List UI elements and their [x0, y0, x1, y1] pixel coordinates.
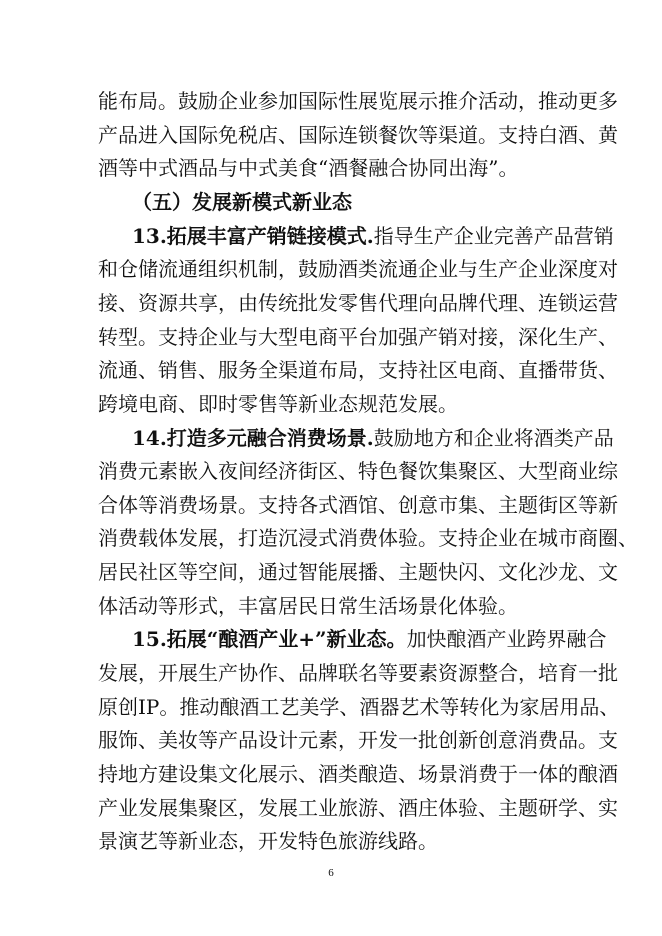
text-line [98, 89, 618, 113]
text-line [98, 560, 618, 585]
text-line [98, 526, 638, 551]
text-line [98, 594, 528, 618]
line-text: 酒等中式酒品与中式美食“酒餐融合协同出海”。 [98, 156, 519, 181]
line-text: 产品进入国际免税店、国际连锁餐饮等渠道。支持白酒、黄 [98, 122, 618, 147]
text-line [98, 795, 618, 820]
line-text: 接、资源共享，由传统批发零售代理向品牌代理、连锁运营 [98, 290, 618, 315]
bold-title: （五）发展新模式新业态 [132, 189, 352, 214]
text-line [98, 762, 618, 786]
line-text: 鼓励地方和企业将酒类产品 [373, 425, 614, 450]
line-text: 合体等消费场景。支持各式酒馆、创意市集、主题街区等新 [98, 492, 618, 517]
text-line [98, 661, 618, 686]
bold-title: 13.拓展丰富产销链接模式. [132, 223, 374, 248]
line-text: 居民社区等空间，通过智能展播、主题快闪、文化沙龙、文 [98, 560, 618, 585]
line-text: 指导生产企业完善产品营销 [373, 223, 614, 248]
line-text: 和仓储流通组织机制，鼓励酒类流通企业与生产企业深度对 [98, 257, 618, 282]
text-line [98, 290, 618, 315]
text-line [98, 156, 528, 180]
text-line [98, 257, 618, 282]
line-text: 持地方建设集文化展示、酒类酿造、场景消费于一体的酿酒 [98, 762, 618, 786]
text-line [98, 492, 618, 517]
line-text: 流通、销售、服务全渠道布局，支持社区电商、直播带货、 [98, 358, 618, 383]
text-line [98, 459, 618, 484]
line-text: 产业发展集聚区，发展工业旅游、酒庄体验、主题研学、实 [98, 795, 618, 820]
text-line [98, 392, 528, 416]
line-text: 转型。支持企业与大型电商平台加强产销对接，深化生产、 [98, 324, 618, 349]
line-text: 加快酿酒产业跨界融合 [406, 627, 607, 652]
line-text: 跨境电商、即时零售等新业态规范发展。 [98, 391, 458, 416]
text-line [98, 829, 528, 853]
paragraph-lead-line [132, 627, 607, 652]
paragraph-lead-line [132, 223, 614, 248]
text-line [98, 358, 618, 383]
line-text: 服饰、美妆等产品设计元素，开发一批创新创意消费品。支 [98, 728, 618, 753]
bold-title: 14.打造多元融合消费场景. [132, 425, 374, 450]
line-text: 原创IP。推动酿酒工艺美学、酒器艺术等转化为家居用品、 [98, 694, 620, 719]
line-text: 景演艺等新业态，开发特色旅游线路。 [98, 829, 438, 854]
text-line [98, 122, 618, 147]
line-text: 消费元素嵌入夜间经济街区、特色餐饮集聚区、大型商业综 [98, 459, 618, 484]
text-line [98, 728, 618, 753]
text-line [98, 324, 618, 349]
line-text: 体活动等形式，丰富居民日常生活场景化体验。 [98, 593, 518, 618]
bold-title: 15.拓展“酿酒产业+”新业态。 [132, 627, 407, 652]
line-text: 能布局。鼓励企业参加国际性展览展示推介活动，推动更多 [98, 89, 618, 113]
text-line [98, 694, 620, 719]
line-text: 发展，开展生产协作、品牌联名等要素资源整合，培育一批 [98, 661, 618, 686]
section-heading [132, 190, 528, 214]
paragraph-lead-line [132, 425, 614, 450]
page-number: 6 [328, 867, 334, 879]
line-text: 消费载体发展，打造沉浸式消费体验。支持企业在城市商圈、 [98, 526, 638, 551]
